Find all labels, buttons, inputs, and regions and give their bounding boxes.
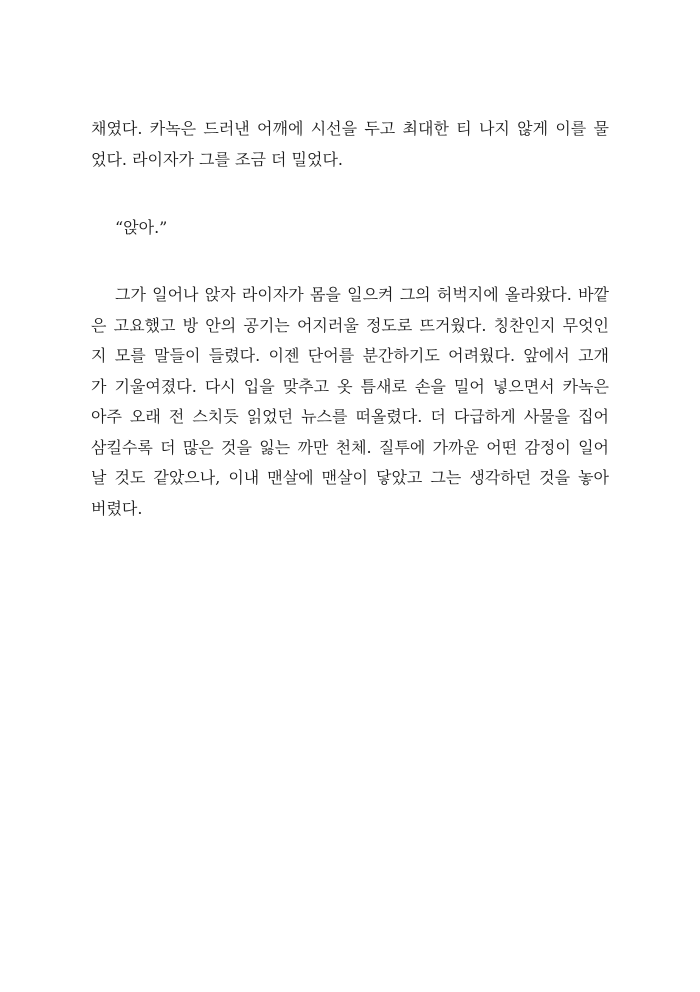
paragraph-line: 었다. 라이자가 그를 조금 더 밀었다. xyxy=(91,149,343,169)
dialogue-line: “앉아.” xyxy=(115,218,168,237)
paragraph-line: 은 고요했고 방 안의 공기는 어지러울 정도로 뜨거웠다. 칭찬인지 무엇인 xyxy=(91,315,609,335)
paragraph-line: 채였다. 카녹은 드러낸 어깨에 시선을 두고 최대한 티 나지 않게 이를 물 xyxy=(91,119,609,138)
dialogue-paragraph xyxy=(91,213,609,244)
paragraph-line: 그가 일어나 앉자 라이자가 몸을 일으켜 그의 허벅지에 올라왔다. 바깥 xyxy=(115,285,609,304)
paragraph-line: 삼킬수록 더 많은 것을 잃는 까만 천체. 질투에 가까운 어떤 감정이 일어 xyxy=(91,437,609,457)
paragraph-line: 날 것도 같았으나, 이내 맨살에 맨살이 닿았고 그는 생각하던 것을 놓아 xyxy=(91,468,609,487)
paragraph-line: 아주 오래 전 스치듯 읽었던 뉴스를 떠올렸다. 더 다급하게 사물을 집어 xyxy=(91,407,609,426)
paragraph-line: 버렸다. xyxy=(91,498,143,518)
paragraph-line: 가 기울여졌다. 다시 입을 맞추고 옷 틈새로 손을 밀어 넣으면서 카녹은 xyxy=(91,376,609,396)
paragraph-1 xyxy=(91,114,609,175)
paragraph-3 xyxy=(91,280,609,524)
paragraph-line: 지 모를 말들이 들렸다. 이젠 단어를 분간하기도 어려웠다. 앞에서 고개 xyxy=(91,346,609,365)
